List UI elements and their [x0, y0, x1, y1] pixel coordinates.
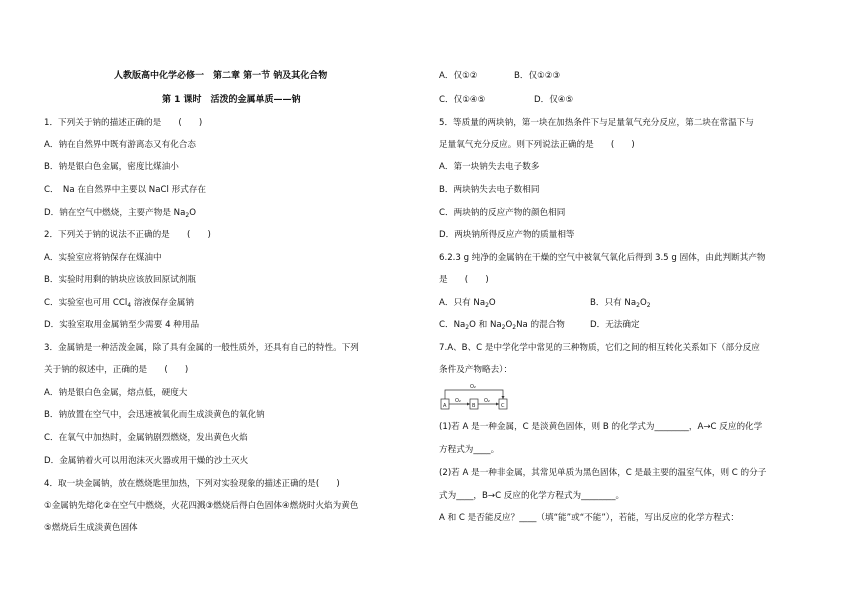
q5-option-c: C．两块钠的反应产物的颜色相同 — [439, 208, 566, 218]
q5-option-b: B．两块钠失去电子数相同 — [439, 185, 540, 195]
o2-top-label: O₂ — [470, 384, 476, 390]
arrow-a-to-c — [445, 390, 503, 399]
q3-stem-line1: 3．金属钠是一种活泼金属，除了具有金属的一般性质外，还具有自己的特性。下列 — [44, 343, 359, 353]
q1-option-b: B．钠是银白色金属，密度比煤油小 — [44, 162, 179, 172]
q7-part1-line1: (1)若 A 是一种金属，C 是淡黄色固体，则 B 的化学式为________，A→C 反应的化学 — [439, 422, 763, 432]
q3-option-d: D．金属钠着火可以用泡沫灭火器或用干燥的沙土灭火 — [44, 456, 249, 466]
q4-observations-line2: ⑤燃烧后生成淡黄色固体 — [44, 523, 138, 533]
node-c-label: C — [501, 403, 505, 409]
q2-option-b: B．实验时用剩的钠块应该放回原试剂瓶 — [44, 275, 196, 285]
document-title: 人教版高中化学必修一 第二章 第一节 钠及其化合物 — [114, 71, 328, 81]
q6-option-c: C．$Na_2O$ 和 $Na_2O_2Na$ 的混合物 — [439, 320, 565, 331]
q4-option-c: C．仅①④⑤ — [439, 95, 486, 105]
node-a-label: A — [443, 403, 447, 409]
q1-stem: 1．下列关于钠的描述正确的是 ( ) — [44, 118, 203, 128]
lesson-subtitle: 第 1 课时 活泼的金属单质——钠 — [162, 95, 301, 105]
q4-stem: 4．取一块金属钠，放在燃烧匙里加热，下列对实验现象的描述正确的是( ) — [44, 479, 340, 489]
q1-option-d: D．钠在空气中燃烧，主要产物是 $Na_2O$ — [44, 208, 196, 219]
q5-stem-line1: 5．等质量的两块钠，第一块在加热条件下与足量氧气充分反应，第二块在常温下与 — [439, 118, 754, 128]
q1-option-a: A．钠在自然界中既有游离态又有化合态 — [44, 140, 196, 150]
q7-part3: A 和 C 是否能反应？____（填“能”或“不能”），若能，写出反应的化学方程式： — [439, 513, 739, 523]
q3-stem-line2: 关于钠的叙述中，正确的是 ( ) — [44, 365, 189, 375]
q6-option-a: A．只有 $Na_2O$ — [439, 298, 496, 309]
q5-option-a: A．第一块钠失去电子数多 — [439, 162, 540, 172]
q6-option-b: B．只有 $Na_2O_2$ — [590, 298, 651, 309]
q2-option-d: D．实验室取用金属钠至少需要 4 种用品 — [44, 320, 200, 330]
q6-stem-line1: 6.2.3 g 纯净的金属钠在干燥的空气中被氧气氧化后得到 3.5 g 固体，由此判断其产物 — [439, 253, 766, 263]
q7-stem-line1: 7.A、B、C 是中学化学中常见的三种物质，它们之间的相互转化关系如下（部分反应 — [439, 343, 760, 353]
q4-observations-line1: ①金属钠先熔化②在空气中燃烧，火花四溅③燃烧后得白色固体④燃烧时火焰为黄色 — [44, 501, 359, 511]
conversion-diagram — [439, 382, 509, 414]
q7-part2-line1: (2)若 A 是一种非金属，其常见单质为黑色固体，C 是最主要的温室气体，则 C 的分子 — [439, 468, 767, 478]
q4-option-d: D．仅④⑤ — [534, 95, 574, 105]
q3-option-a: A．钠是银白色金属，熔点低，硬度大 — [44, 388, 188, 398]
q7-part2-line2: 式为____，B→C 反应的化学方程式为________。 — [439, 491, 625, 501]
q2-option-c: C．实验室也可用 CCl$_4$ 溶液保存金属钠 — [44, 298, 194, 309]
q2-option-a: A．实验室应将钠保存在煤油中 — [44, 253, 162, 263]
q5-option-d: D．两块钠所得反应产物的质量相等 — [439, 230, 575, 240]
q4-option-b: B．仅①②③ — [514, 71, 561, 81]
node-b-label: B — [472, 403, 476, 409]
q4-option-a: A．仅①② — [439, 71, 478, 81]
q7-stem-line2: 条件及产物略去）： — [439, 365, 513, 375]
o2-left-label: O₂ — [455, 398, 461, 404]
q3-option-c: C．在氧气中加热时，金属钠剧烈燃烧，发出黄色火焰 — [44, 433, 248, 443]
q1-option-c: C． Na 在自然界中主要以 NaCl 形式存在 — [44, 185, 206, 195]
q6-option-d: D．无法确定 — [590, 320, 640, 330]
q5-stem-line2: 足量氧气充分反应。则下列说法正确的是 ( ) — [439, 140, 635, 150]
q2-stem: 2．下列关于钠的说法不正确的是 ( ) — [44, 230, 211, 240]
o2-right-label: O₂ — [484, 398, 490, 404]
q3-option-b: B．钠放置在空气中，会迅速被氧化而生成淡黄色的氧化钠 — [44, 410, 265, 420]
q6-stem-line2: 是 ( ) — [439, 275, 489, 285]
q7-part1-line2: 方程式为____。 — [439, 445, 500, 455]
